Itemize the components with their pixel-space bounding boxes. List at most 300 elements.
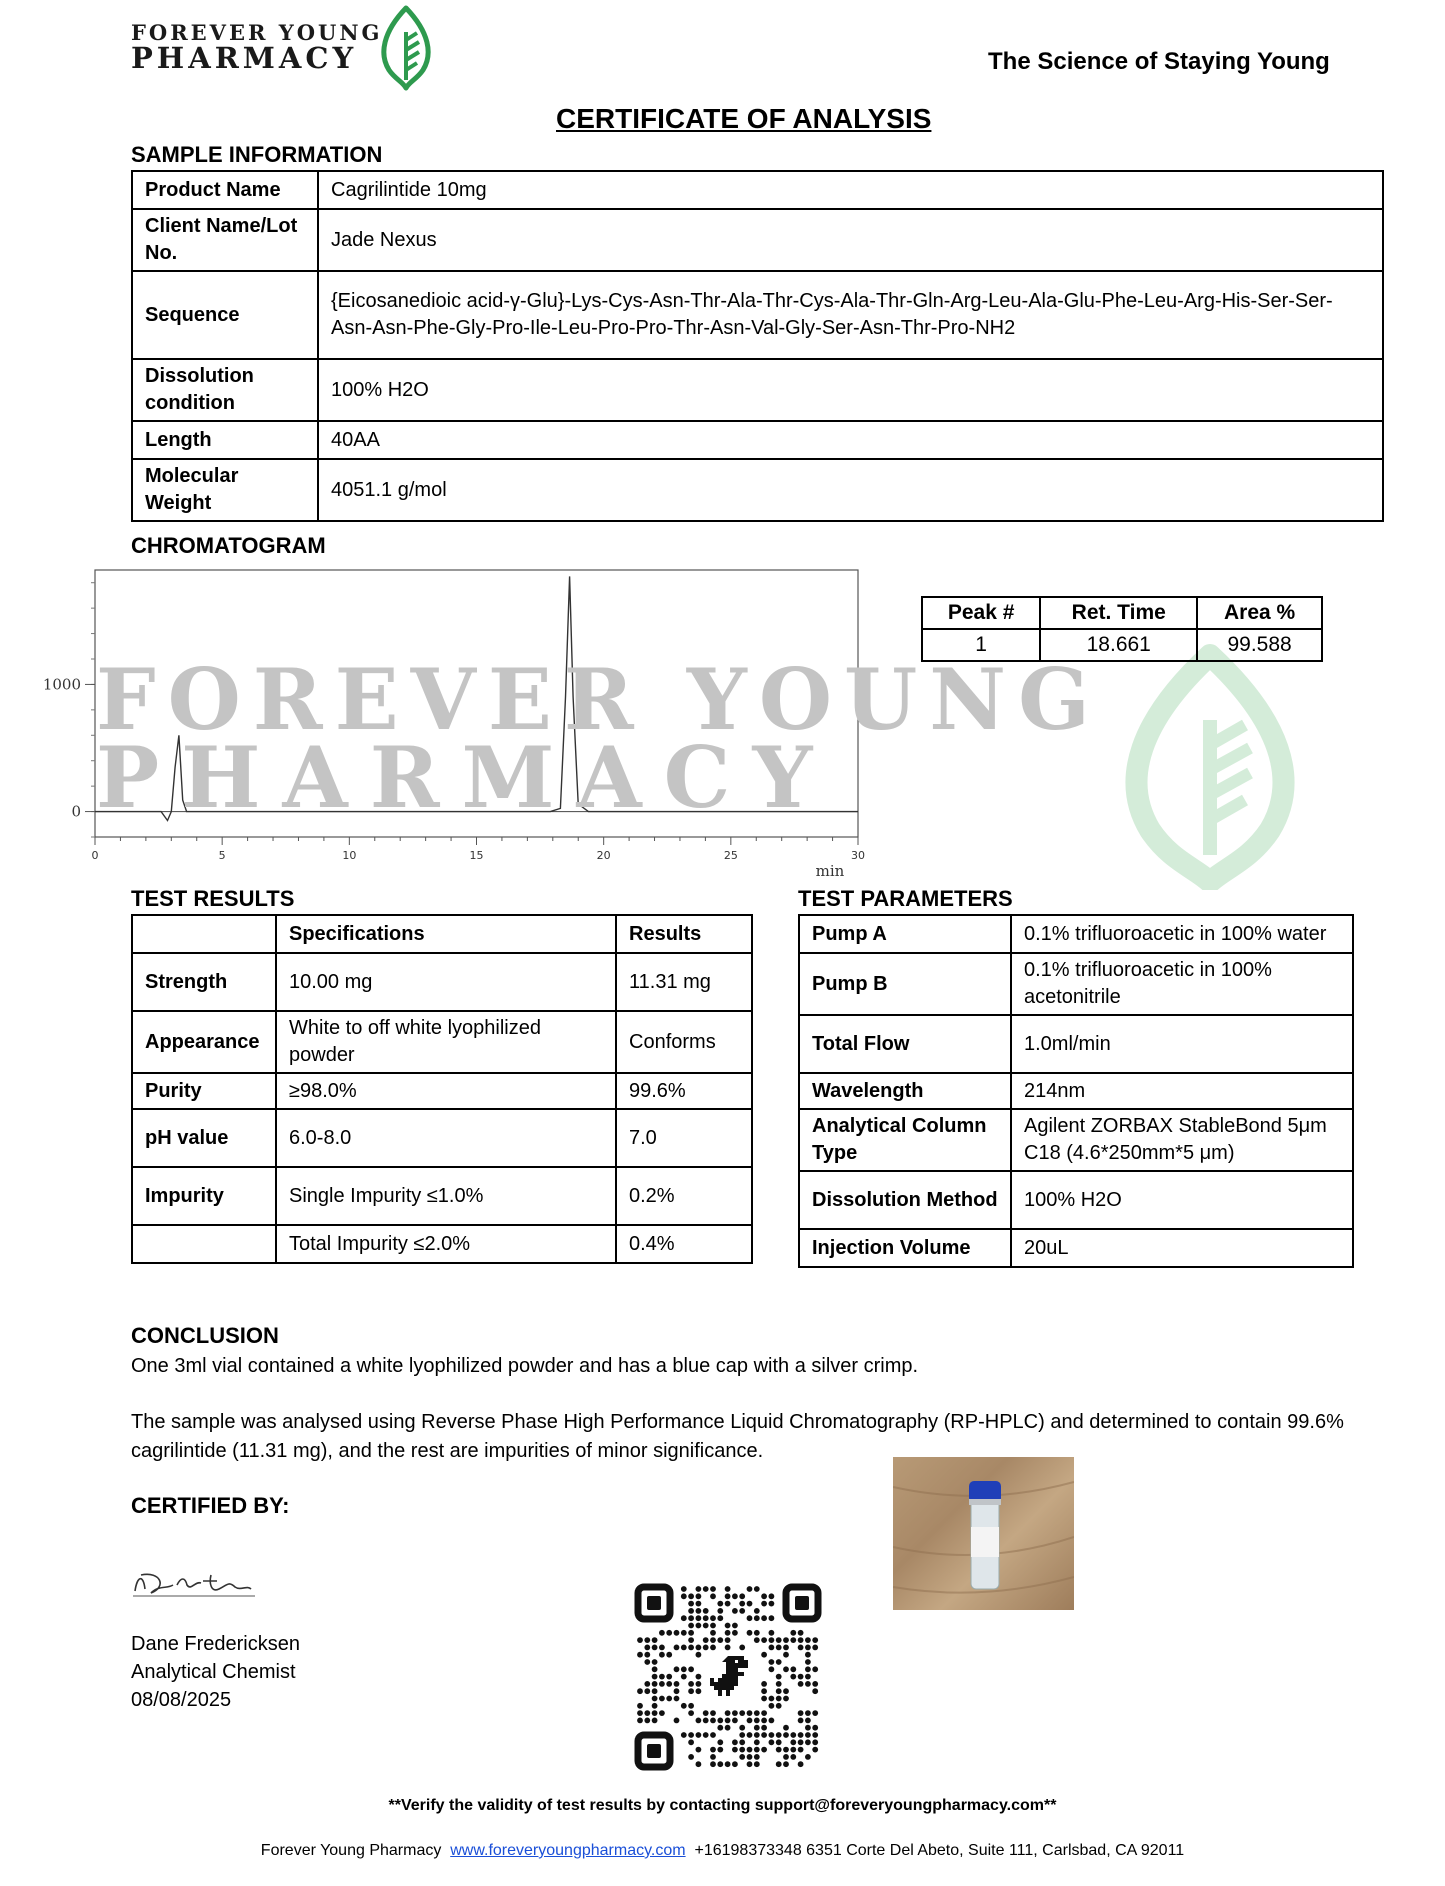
- result-spec: 10.00 mg: [276, 953, 616, 1011]
- qr-module: [805, 1710, 811, 1716]
- sample-label: Length: [132, 421, 318, 459]
- brand-name-line2: PHARMACY: [131, 41, 358, 75]
- param-value: 100% H2O: [1011, 1171, 1353, 1229]
- qr-module: [717, 1637, 723, 1643]
- ret-time-value: 18.661: [1040, 629, 1197, 661]
- qr-module: [739, 1732, 745, 1738]
- table-row: [132, 953, 752, 1011]
- qr-module: [769, 1601, 775, 1607]
- qr-module: [798, 1747, 804, 1753]
- tagline: The Science of Staying Young: [988, 48, 1330, 75]
- result-spec: Single Impurity ≤1.0%: [276, 1167, 616, 1225]
- qr-module: [644, 1681, 650, 1687]
- qr-module: [674, 1696, 680, 1702]
- qr-module: [769, 1615, 775, 1621]
- qr-module: [710, 1630, 716, 1636]
- qr-module: [761, 1725, 767, 1731]
- qr-module: [805, 1681, 811, 1687]
- result-value: 7.0: [616, 1109, 752, 1167]
- qr-module: [659, 1652, 665, 1658]
- qr-module: [776, 1645, 782, 1651]
- qr-module: [798, 1739, 804, 1745]
- qr-module: [747, 1710, 753, 1716]
- watermark-line1: FOREVER YOUNG: [96, 650, 1102, 749]
- qr-module: [798, 1761, 804, 1767]
- qr-module: [681, 1674, 687, 1680]
- qr-module: [674, 1681, 680, 1687]
- param-label: Wavelength: [799, 1073, 1011, 1109]
- qr-module: [666, 1674, 672, 1680]
- qr-module: [652, 1710, 658, 1716]
- qr-module: [710, 1615, 716, 1621]
- x-tick-label: 5: [218, 849, 226, 862]
- qr-module: [732, 1761, 738, 1767]
- result-label: pH value: [132, 1109, 276, 1167]
- qr-module: [659, 1696, 665, 1702]
- leaf-logo-icon: [373, 2, 439, 92]
- qr-module: [688, 1645, 694, 1651]
- qr-module: [637, 1652, 643, 1658]
- qr-module: [717, 1601, 723, 1607]
- qr-module: [761, 1615, 767, 1621]
- qr-module: [798, 1718, 804, 1724]
- qr-module: [747, 1761, 753, 1767]
- qr-module: [666, 1681, 672, 1687]
- qr-module: [761, 1601, 767, 1607]
- qr-module: [652, 1681, 658, 1687]
- sample-label: Sequence: [132, 271, 318, 359]
- x-unit-label: min: [815, 862, 845, 880]
- table-row: [132, 271, 1383, 359]
- qr-module: [812, 1725, 818, 1731]
- qr-module: [710, 1754, 716, 1760]
- qr-module: [776, 1732, 782, 1738]
- brand-name-line1: FOREVER YOUNG: [131, 20, 383, 45]
- qr-module: [754, 1732, 760, 1738]
- qr-module: [754, 1718, 760, 1724]
- table-row: [799, 915, 1353, 953]
- sequence-value: {Eicosanedioic acid-γ-Glu}-Lys-Cys-Asn-Thr-Ala-Thr-Cys-Ala-Thr-Gln-Arg-Leu-Ala-Glu-Phe-Leu-Arg-His-Ser-Ser-Asn-Asn-Phe-Gly-Pro-Ile-Leu-Pro-Pro-Thr-Asn-Val-Gly-Ser-Asn-Thr-Pro-NH2: [318, 271, 1383, 359]
- table-row: [132, 359, 1383, 421]
- qr-module: [776, 1637, 782, 1643]
- qr-module: [681, 1703, 687, 1709]
- header-cell: [132, 915, 276, 953]
- qr-module: [747, 1754, 753, 1760]
- qr-module: [644, 1659, 650, 1665]
- qr-module: [812, 1688, 818, 1694]
- qr-module: [805, 1666, 811, 1672]
- y-tick-labels: [43, 675, 95, 820]
- qr-module: [644, 1688, 650, 1694]
- qr-module: [783, 1725, 789, 1731]
- qr-module: [739, 1747, 745, 1753]
- qr-module: [747, 1630, 753, 1636]
- x-minor-ticks: [95, 837, 858, 845]
- footer-company: Forever Young Pharmacy: [260, 1842, 442, 1859]
- result-label: Appearance: [132, 1011, 276, 1073]
- qr-module: [776, 1659, 782, 1665]
- qr-module: [688, 1615, 694, 1621]
- qr-module: [725, 1725, 731, 1731]
- qr-module: [798, 1674, 804, 1680]
- test-results-table: [131, 914, 753, 1264]
- qr-module: [703, 1623, 709, 1629]
- qr-module: [644, 1710, 650, 1716]
- qr-module: [696, 1586, 702, 1592]
- qr-module: [776, 1761, 782, 1767]
- page-title: CERTIFICATE OF ANALYSIS: [556, 103, 932, 134]
- qr-module: [681, 1615, 687, 1621]
- qr-module: [805, 1739, 811, 1745]
- qr-module: [659, 1681, 665, 1687]
- watermark-leaf-icon: [1100, 640, 1320, 890]
- qr-module: [725, 1710, 731, 1716]
- qr-module: [710, 1718, 716, 1724]
- signer-name: Dane Fredericksen: [131, 1633, 300, 1655]
- qr-module: [674, 1645, 680, 1651]
- qr-module: [696, 1623, 702, 1629]
- qr-module: [710, 1732, 716, 1738]
- qr-module: [703, 1710, 709, 1716]
- qr-module: [776, 1674, 782, 1680]
- qr-module: [783, 1688, 789, 1694]
- qr-module: [732, 1747, 738, 1753]
- qr-module: [739, 1739, 745, 1745]
- qr-module: [754, 1761, 760, 1767]
- qr-module: [754, 1608, 760, 1614]
- qr-module: [769, 1645, 775, 1651]
- result-spec: White to off white lyophilized powder: [276, 1011, 616, 1073]
- qr-module: [674, 1718, 680, 1724]
- qr-module: [652, 1688, 658, 1694]
- watermark-line2: PHARMACY: [96, 728, 835, 827]
- qr-module: [652, 1659, 658, 1665]
- result-spec: ≥98.0%: [276, 1073, 616, 1109]
- qr-module: [769, 1630, 775, 1636]
- param-value: 214nm: [1011, 1073, 1353, 1109]
- result-label: [132, 1225, 276, 1263]
- qr-module: [703, 1615, 709, 1621]
- qr-module: [652, 1666, 658, 1672]
- qr-module: [790, 1637, 796, 1643]
- sample-info-table: [131, 170, 1384, 522]
- qr-module: [688, 1593, 694, 1599]
- qr-module: [754, 1615, 760, 1621]
- table-row: [132, 1109, 752, 1167]
- vial-photo: [893, 1457, 1074, 1610]
- qr-module: [805, 1718, 811, 1724]
- qr-module: [805, 1725, 811, 1731]
- vial-icon: [893, 1457, 1074, 1610]
- qr-module: [717, 1761, 723, 1767]
- qr-module: [761, 1732, 767, 1738]
- x-tick-label: 0: [91, 849, 99, 862]
- peak-header: Peak #: [922, 597, 1040, 629]
- qr-module: [739, 1645, 745, 1651]
- qr-module: [681, 1732, 687, 1738]
- qr-module: [783, 1637, 789, 1643]
- sample-label: Product Name: [132, 171, 318, 209]
- qr-module: [790, 1666, 796, 1672]
- qr-module: [644, 1718, 650, 1724]
- qr-module: [732, 1630, 738, 1636]
- qr-module: [710, 1586, 716, 1592]
- qr-module: [790, 1754, 796, 1760]
- qr-module: [652, 1718, 658, 1724]
- qr-module: [725, 1623, 731, 1629]
- table-row: [132, 459, 1383, 521]
- qr-module: [681, 1645, 687, 1651]
- qr-module: [747, 1615, 753, 1621]
- qr-module: [688, 1630, 694, 1636]
- qr-module: [703, 1645, 709, 1651]
- website-link[interactable]: www.foreveryoungpharmacy.com: [450, 1842, 686, 1859]
- molecular-weight-value: 4051.1 g/mol: [318, 459, 1383, 521]
- qr-module: [783, 1747, 789, 1753]
- qr-module: [659, 1674, 665, 1680]
- table-header-row: [922, 597, 1322, 629]
- qr-module: [710, 1593, 716, 1599]
- qr-module: [747, 1718, 753, 1724]
- qr-module: [761, 1718, 767, 1724]
- qr-module: [747, 1732, 753, 1738]
- qr-module: [717, 1718, 723, 1724]
- qr-module: [754, 1754, 760, 1760]
- dissolution-value: 100% H2O: [318, 359, 1383, 421]
- qr-module: [696, 1593, 702, 1599]
- qr-module: [696, 1732, 702, 1738]
- qr-module: [812, 1637, 818, 1643]
- signature-icon: [131, 1563, 261, 1603]
- qr-module: [637, 1718, 643, 1724]
- table-row: [132, 1167, 752, 1225]
- qr-module: [812, 1747, 818, 1753]
- table-row: [132, 209, 1383, 271]
- qr-module: [681, 1666, 687, 1672]
- conclusion-paragraph-1: One 3ml vial contained a white lyophilized powder and has a blue cap with a silver crimp.: [131, 1355, 919, 1377]
- qr-module: [761, 1688, 767, 1694]
- qr-module: [776, 1681, 782, 1687]
- result-spec: 6.0-8.0: [276, 1109, 616, 1167]
- table-header-row: [132, 915, 752, 953]
- peak-number: 1: [922, 629, 1040, 661]
- qr-module: [739, 1754, 745, 1760]
- qr-module: [769, 1732, 775, 1738]
- qr-module: [710, 1623, 716, 1629]
- x-tick-label: 10: [342, 849, 357, 862]
- qr-module: [754, 1725, 760, 1731]
- qr-module: [681, 1630, 687, 1636]
- qr-module: [769, 1637, 775, 1643]
- qr-module: [659, 1710, 665, 1716]
- y-tick-label: 1000: [42, 675, 81, 694]
- qr-module: [688, 1710, 694, 1716]
- param-value: 0.1% trifluoroacetic in 100% acetonitrile: [1011, 953, 1353, 1015]
- qr-module: [812, 1710, 818, 1716]
- table-row: [799, 953, 1353, 1015]
- qr-module: [688, 1601, 694, 1607]
- qr-module: [674, 1666, 680, 1672]
- qr-module: [644, 1645, 650, 1651]
- table-row: [132, 1011, 752, 1073]
- qr-module: [703, 1718, 709, 1724]
- table-row: [799, 1171, 1353, 1229]
- qr-module: [754, 1747, 760, 1753]
- qr-module: [798, 1645, 804, 1651]
- header-cell: Specifications: [276, 915, 616, 953]
- qr-module: [769, 1703, 775, 1709]
- qr-module: [761, 1747, 767, 1753]
- qr-module: [725, 1645, 731, 1651]
- qr-module: [710, 1710, 716, 1716]
- qr-module: [644, 1652, 650, 1658]
- result-spec: Total Impurity ≤2.0%: [276, 1225, 616, 1263]
- qr-module: [732, 1710, 738, 1716]
- qr-module: [783, 1761, 789, 1767]
- qr-module: [725, 1586, 731, 1592]
- qr-module: [703, 1586, 709, 1592]
- qr-module: [805, 1674, 811, 1680]
- qr-module: [790, 1739, 796, 1745]
- qr-module: [783, 1754, 789, 1760]
- table-row: [132, 421, 1383, 459]
- qr-module: [812, 1681, 818, 1687]
- qr-module: [783, 1732, 789, 1738]
- x-tick-label: 25: [723, 849, 738, 862]
- qr-module: [783, 1645, 789, 1651]
- result-value: 0.4%: [616, 1225, 752, 1263]
- qr-module: [754, 1586, 760, 1592]
- qr-module: [637, 1703, 643, 1709]
- qr-module: [798, 1732, 804, 1738]
- qr-module: [798, 1630, 804, 1636]
- qr-module: [717, 1615, 723, 1621]
- qr-module: [725, 1637, 731, 1643]
- qr-module: [732, 1718, 738, 1724]
- certification-date: 08/08/2025: [131, 1689, 232, 1711]
- x-tick-label: 20: [596, 849, 611, 862]
- sample-label: Client Name/Lot No.: [132, 209, 318, 271]
- qr-module: [754, 1637, 760, 1643]
- qr-module: [637, 1688, 643, 1694]
- test-results-heading: TEST RESULTS: [131, 886, 295, 911]
- qr-module: [769, 1718, 775, 1724]
- qr-module: [644, 1637, 650, 1643]
- qr-module: [790, 1674, 796, 1680]
- qr-module: [717, 1739, 723, 1745]
- result-label: Strength: [132, 953, 276, 1011]
- qr-module: [725, 1761, 731, 1767]
- conclusion-heading: CONCLUSION: [131, 1323, 279, 1348]
- qr-module: [754, 1739, 760, 1745]
- sample-info-heading: SAMPLE INFORMATION: [131, 142, 383, 167]
- qr-module: [761, 1652, 767, 1658]
- header-cell: Results: [616, 915, 752, 953]
- qr-module: [805, 1732, 811, 1738]
- qr-module: [696, 1761, 702, 1767]
- x-tick-labels: [92, 849, 866, 862]
- qr-module: [681, 1593, 687, 1599]
- ret-time-header: Ret. Time: [1040, 597, 1197, 629]
- footer-contact-line: [0, 1842, 1445, 1860]
- qr-module: [717, 1608, 723, 1614]
- result-label: Purity: [132, 1073, 276, 1109]
- qr-module: [798, 1681, 804, 1687]
- qr-module: [732, 1593, 738, 1599]
- qr-module: [696, 1652, 702, 1658]
- qr-module: [812, 1645, 818, 1651]
- qr-module: [666, 1630, 672, 1636]
- qr-module: [703, 1608, 709, 1614]
- qr-module: [747, 1747, 753, 1753]
- qr-module: [776, 1696, 782, 1702]
- qr-module: [732, 1608, 738, 1614]
- qr-module: [812, 1739, 818, 1745]
- qr-module: [805, 1652, 811, 1658]
- qr-module: [769, 1696, 775, 1702]
- qr-module: [812, 1732, 818, 1738]
- qr-module: [739, 1608, 745, 1614]
- qr-module: [688, 1681, 694, 1687]
- conclusion-paragraph-2: The sample was analysed using Reverse Phase High Performance Liquid Chromatography (RP-HPLC) and determined to contain 99.6% cagrilintide (11.31 mg), and the rest are impurities of minor significance.: [131, 1411, 1344, 1462]
- qr-module: [783, 1652, 789, 1658]
- x-tick-label: 15: [469, 849, 484, 862]
- param-label: Pump A: [799, 915, 1011, 953]
- area-header: Area %: [1197, 597, 1322, 629]
- test-parameters-table: [798, 914, 1354, 1268]
- qr-module: [798, 1637, 804, 1643]
- qr-module: [717, 1725, 723, 1731]
- result-value: 0.2%: [616, 1167, 752, 1225]
- qr-module: [747, 1586, 753, 1592]
- qr-module: [783, 1666, 789, 1672]
- param-label: Total Flow: [799, 1015, 1011, 1073]
- qr-module: [732, 1739, 738, 1745]
- qr-module: [790, 1630, 796, 1636]
- qr-module: [805, 1645, 811, 1651]
- qr-module: [776, 1703, 782, 1709]
- qr-module: [688, 1608, 694, 1614]
- qr-module: [696, 1681, 702, 1687]
- footer-contact: +16198373348 6351 Corte Del Abeto, Suite 111, Carlsbad, CA 92011: [694, 1842, 1185, 1859]
- qr-module: [688, 1666, 694, 1672]
- table-row: [799, 1229, 1353, 1267]
- qr-module: [666, 1696, 672, 1702]
- qr-module: [688, 1703, 694, 1709]
- qr-module: [754, 1630, 760, 1636]
- qr-module: [688, 1739, 694, 1745]
- qr-module: [652, 1645, 658, 1651]
- result-label: Impurity: [132, 1167, 276, 1225]
- param-value: 1.0ml/min: [1011, 1015, 1353, 1073]
- qr-module: [805, 1754, 811, 1760]
- result-value: 99.6%: [616, 1073, 752, 1109]
- qr-module: [652, 1703, 658, 1709]
- qr-module: [666, 1652, 672, 1658]
- param-label: Pump B: [799, 953, 1011, 1015]
- qr-module: [761, 1593, 767, 1599]
- qr-module: [703, 1637, 709, 1643]
- qr-module: [717, 1747, 723, 1753]
- qr-module: [761, 1637, 767, 1643]
- qr-module: [805, 1659, 811, 1665]
- qr-module: [769, 1666, 775, 1672]
- qr-module: [769, 1739, 775, 1745]
- sample-label: Dissolution condition: [132, 359, 318, 421]
- qr-module: [812, 1666, 818, 1672]
- qr-module: [739, 1725, 745, 1731]
- qr-module: [688, 1623, 694, 1629]
